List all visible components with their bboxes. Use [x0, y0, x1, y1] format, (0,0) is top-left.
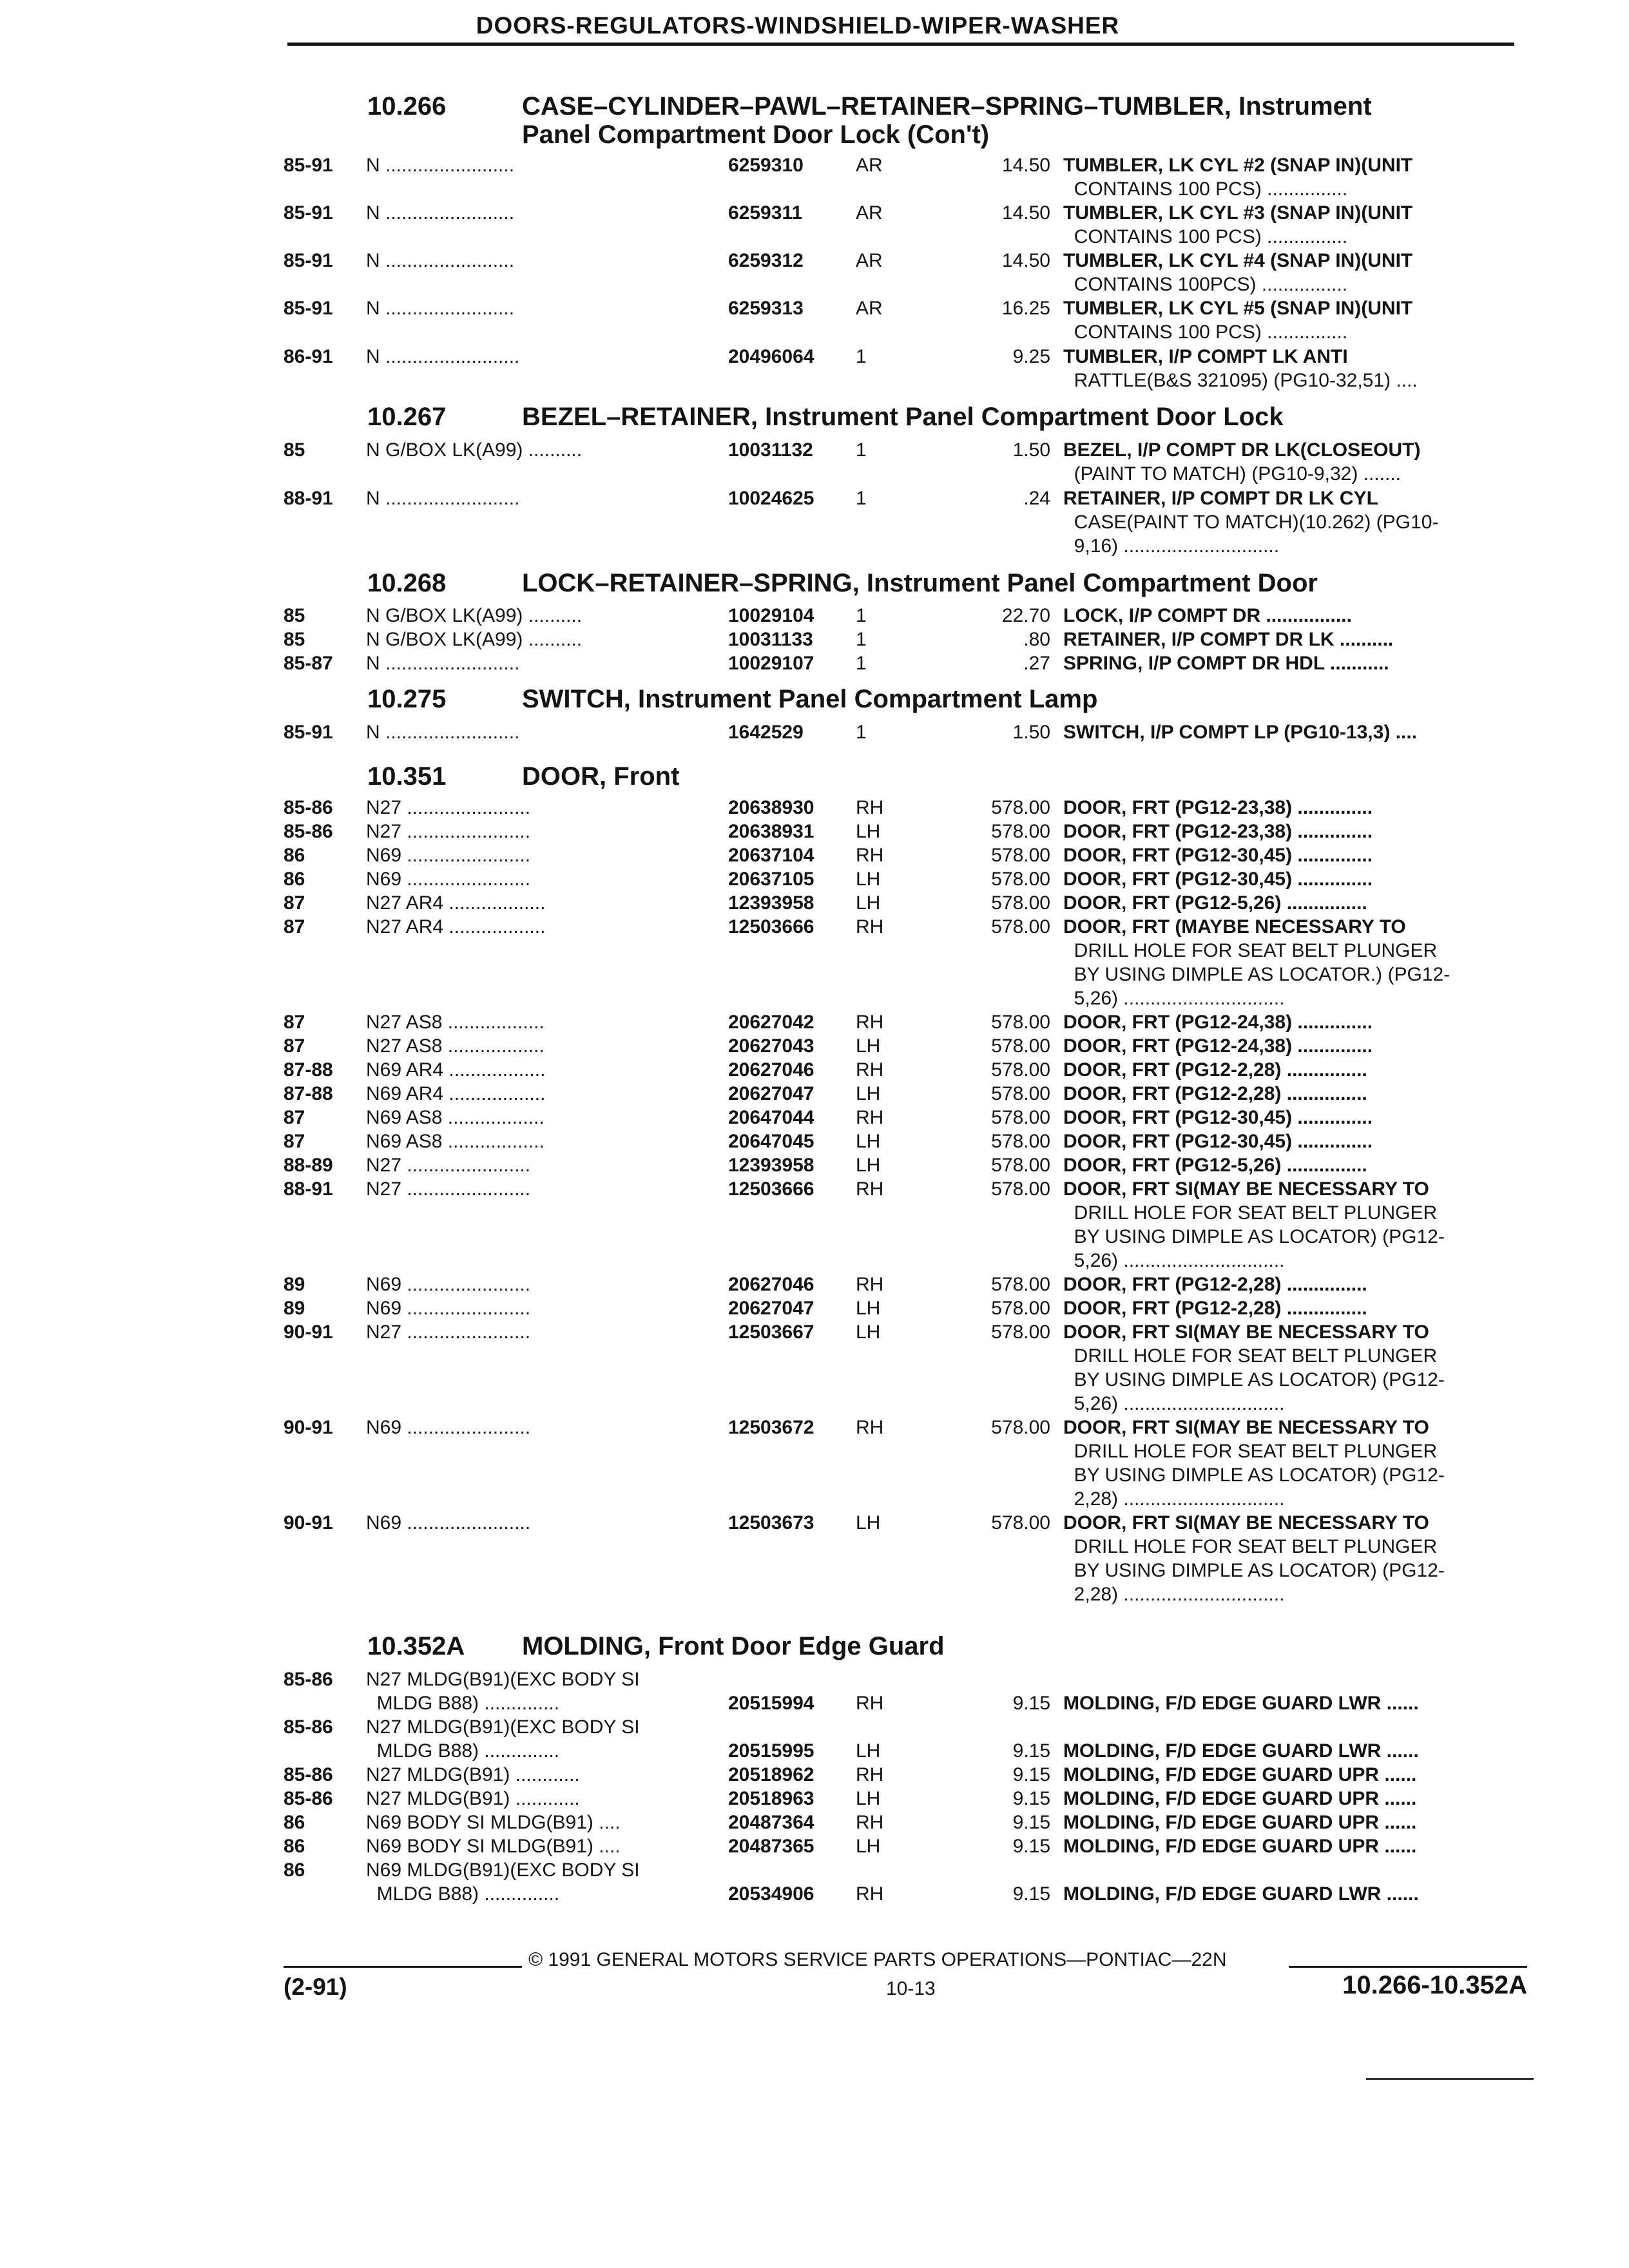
list-price: .80	[1023, 629, 1050, 650]
model-spec: N69 BODY SI MLDG(B91) ....	[366, 1836, 621, 1857]
part-description-continued: BY USING DIMPLE AS LOCATOR) (PG12-	[1063, 1369, 1445, 1390]
part-description-continued: 5,26) ..............................	[1063, 1393, 1285, 1414]
part-description: DOOR, FRT SI(MAY BE NECESSARY TO	[1063, 1178, 1429, 1200]
part-number: 20518962	[728, 1764, 815, 1785]
model-year: 86-91	[284, 346, 333, 367]
model-year: 86	[284, 869, 305, 890]
part-description: RETAINER, I/P COMPT DR LK ..........	[1063, 629, 1394, 650]
part-description-continued: DRILL HOLE FOR SEAT BELT PLUNGER	[1063, 1345, 1438, 1367]
part-description: MOLDING, F/D EDGE GUARD UPR ......	[1063, 1836, 1417, 1857]
part-description: DOOR, FRT (PG12-30,45) ..............	[1063, 845, 1373, 866]
page-footer	[284, 1943, 1527, 2020]
quantity: RH	[856, 1812, 884, 1833]
quantity: RH	[856, 1178, 884, 1200]
section-10-351	[284, 760, 1527, 793]
model-year: 85-86	[284, 797, 333, 818]
quantity: 1	[856, 346, 867, 367]
list-price: 14.50	[1001, 202, 1050, 224]
section-heading	[284, 683, 1527, 715]
section-heading	[284, 90, 1527, 152]
model-year: 89	[284, 1274, 305, 1295]
model-year: 88-91	[284, 1178, 333, 1200]
part-description-continued: CONTAINS 100 PCS) ...............	[1063, 226, 1348, 247]
part-number: 20518963	[728, 1788, 815, 1809]
part-number: 20496064	[728, 346, 815, 367]
part-number: 20637105	[728, 869, 815, 890]
model-year: 87-88	[284, 1059, 333, 1081]
part-number: 20627047	[728, 1083, 815, 1104]
quantity: RH	[856, 1059, 884, 1081]
section-number: 10.267	[367, 403, 447, 431]
model-spec: N69 MLDG(B91)(EXC BODY SI	[366, 1860, 640, 1881]
part-description: DOOR, FRT (PG12-24,38) ..............	[1063, 1012, 1373, 1033]
model-year: 86	[284, 1812, 305, 1833]
quantity: LH	[856, 1788, 881, 1809]
model-year: 85	[284, 439, 305, 461]
model-spec: N69 .......................	[366, 1512, 531, 1533]
model-year: 87	[284, 916, 305, 937]
model-spec: N69 AR4 ..................	[366, 1083, 546, 1104]
list-price: 1.50	[1012, 439, 1050, 461]
section-title: BEZEL–RETAINER, Instrument Panel Compartment Door Lock	[522, 403, 1284, 431]
scan-mark	[1366, 2078, 1534, 2080]
quantity: LH	[856, 1035, 881, 1057]
part-description-continued: CONTAINS 100PCS) ................	[1063, 274, 1348, 295]
list-price: 578.00	[991, 1274, 1050, 1295]
part-description-continued: BY USING DIMPLE AS LOCATOR) (PG12-	[1063, 1560, 1445, 1581]
model-spec: N27 .......................	[366, 797, 531, 818]
model-year: 86	[284, 845, 305, 866]
section-heading	[284, 401, 1527, 433]
model-spec-continued: MLDG B88) ..............	[366, 1740, 560, 1762]
quantity: LH	[856, 1836, 881, 1857]
list-price: 9.15	[1012, 1883, 1050, 1905]
part-description: BEZEL, I/P COMPT DR LK(CLOSEOUT)	[1063, 439, 1421, 461]
model-spec: N27 MLDG(B91) ............	[366, 1764, 580, 1785]
list-price: 578.00	[991, 1059, 1050, 1081]
model-spec: N .........................	[366, 722, 520, 743]
model-spec: N69 AR4 ..................	[366, 1059, 546, 1081]
model-spec: N27 AR4 ..................	[366, 916, 546, 937]
part-number: 20637104	[728, 845, 815, 866]
model-year: 90-91	[284, 1417, 333, 1438]
part-description: TUMBLER, LK CYL #5 (SNAP IN)(UNIT	[1063, 298, 1413, 319]
part-number: 6259312	[728, 250, 804, 271]
list-price: 578.00	[991, 1298, 1050, 1319]
quantity: LH	[856, 1298, 881, 1319]
part-description: DOOR, FRT (PG12-23,38) ..............	[1063, 821, 1373, 842]
part-description: LOCK, I/P COMPT DR ................	[1063, 605, 1352, 626]
quantity: RH	[856, 845, 884, 866]
header-rule	[287, 43, 1514, 46]
quantity: RH	[856, 916, 884, 937]
section-10-267	[284, 401, 1527, 433]
list-price: 9.25	[1012, 346, 1050, 367]
part-number: 20647044	[728, 1107, 815, 1128]
part-number: 10024625	[728, 488, 815, 509]
list-price: 14.50	[1001, 250, 1050, 271]
list-price: 578.00	[991, 1321, 1050, 1343]
part-number: 12503666	[728, 916, 815, 937]
quantity: 1	[856, 488, 867, 509]
part-number: 20515995	[728, 1740, 815, 1762]
quantity: LH	[856, 1083, 881, 1104]
part-description: DOOR, FRT (PG12-2,28) ...............	[1063, 1274, 1367, 1295]
model-year: 87	[284, 1035, 305, 1057]
list-price: .27	[1023, 653, 1050, 674]
part-number: 20627042	[728, 1012, 815, 1033]
model-spec: N ........................	[366, 250, 515, 271]
part-description: SPRING, I/P COMPT DR HDL ...........	[1063, 653, 1389, 674]
quantity: AR	[856, 250, 883, 271]
list-price: .24	[1023, 488, 1050, 509]
section-heading	[284, 760, 1527, 793]
part-description: MOLDING, F/D EDGE GUARD UPR ......	[1063, 1788, 1417, 1809]
part-number: 20515994	[728, 1693, 815, 1714]
model-year: 85-86	[284, 1764, 333, 1785]
list-price: 578.00	[991, 1131, 1050, 1152]
model-spec: N69 .......................	[366, 1274, 531, 1295]
part-description: DOOR, FRT (PG12-2,28) ...............	[1063, 1059, 1367, 1081]
list-price: 578.00	[991, 892, 1050, 914]
section-title-continued: Panel Compartment Door Lock (Con't)	[522, 120, 990, 149]
model-spec: N27 AS8 ..................	[366, 1012, 545, 1033]
model-spec: N27 .......................	[366, 1178, 531, 1200]
part-number: 12503672	[728, 1417, 815, 1438]
part-description: MOLDING, F/D EDGE GUARD LWR ......	[1063, 1883, 1419, 1905]
model-spec: N27 MLDG(B91)(EXC BODY SI	[366, 1716, 640, 1738]
part-description-continued: CONTAINS 100 PCS) ...............	[1063, 322, 1348, 343]
part-number: 12503673	[728, 1512, 815, 1533]
part-description: DOOR, FRT (PG12-5,26) ...............	[1063, 1155, 1367, 1176]
part-description: DOOR, FRT (MAYBE NECESSARY TO	[1063, 916, 1406, 937]
model-spec: N G/BOX LK(A99) ..........	[366, 605, 583, 626]
quantity: RH	[856, 797, 884, 818]
model-spec: N27 .......................	[366, 1321, 531, 1343]
part-description-continued: BY USING DIMPLE AS LOCATOR) (PG12-	[1063, 1465, 1445, 1486]
part-number: 20487364	[728, 1812, 815, 1833]
part-description-continued: DRILL HOLE FOR SEAT BELT PLUNGER	[1063, 1202, 1438, 1224]
model-year: 87	[284, 1107, 305, 1128]
part-number: 12393958	[728, 892, 815, 914]
part-number: 6259313	[728, 298, 804, 319]
section-number: 10.268	[367, 569, 447, 597]
list-price: 22.70	[1001, 605, 1050, 626]
part-number: 20534906	[728, 1883, 815, 1905]
part-number: 10031133	[728, 629, 813, 650]
model-spec: N .........................	[366, 346, 520, 367]
part-number: 1642529	[728, 722, 804, 743]
model-year: 88-89	[284, 1155, 333, 1176]
part-number: 6259310	[728, 155, 804, 176]
model-year: 85-87	[284, 653, 333, 674]
part-description-continued: CONTAINS 100 PCS) ...............	[1063, 178, 1348, 200]
section-number: 10.352A	[367, 1632, 465, 1660]
part-number: 10029104	[728, 605, 815, 626]
model-year: 85	[284, 629, 305, 650]
quantity: LH	[856, 1155, 881, 1176]
part-description-continued: 5,26) ..............................	[1063, 988, 1285, 1009]
quantity: LH	[856, 892, 881, 914]
footer-rule-left	[284, 1966, 522, 1968]
list-price: 578.00	[991, 869, 1050, 890]
model-spec: N27 .......................	[366, 821, 531, 842]
quantity: RH	[856, 1012, 884, 1033]
model-year: 87	[284, 892, 305, 914]
part-number: 12503666	[728, 1178, 815, 1200]
model-year: 87-88	[284, 1083, 333, 1104]
quantity: AR	[856, 155, 883, 176]
model-year: 85	[284, 605, 305, 626]
section-number: 10.351	[367, 762, 447, 791]
list-price: 578.00	[991, 1417, 1050, 1438]
part-description: DOOR, FRT (PG12-2,28) ...............	[1063, 1083, 1367, 1104]
part-description: DOOR, FRT (PG12-2,28) ...............	[1063, 1298, 1367, 1319]
model-year: 90-91	[284, 1512, 333, 1533]
part-description: DOOR, FRT SI(MAY BE NECESSARY TO	[1063, 1321, 1429, 1343]
part-number: 12503667	[728, 1321, 815, 1343]
quantity: LH	[856, 1512, 881, 1533]
quantity: LH	[856, 1321, 881, 1343]
section-title: SWITCH, Instrument Panel Compartment Lamp	[522, 685, 1098, 713]
part-description: TUMBLER, LK CYL #3 (SNAP IN)(UNIT	[1063, 202, 1413, 224]
part-description-continued: 2,28) ..............................	[1063, 1488, 1285, 1510]
list-price: 578.00	[991, 797, 1050, 818]
quantity: 1	[856, 605, 867, 626]
footer-revision-code: (2-91)	[284, 1974, 347, 2000]
section-title: LOCK–RETAINER–SPRING, Instrument Panel Compartment Door	[522, 569, 1318, 597]
model-spec: N69 .......................	[366, 1417, 531, 1438]
list-price: 578.00	[991, 1083, 1050, 1104]
part-number: 10029107	[728, 653, 815, 674]
list-price: 578.00	[991, 821, 1050, 842]
footer-page-number: 10-13	[886, 1978, 936, 1999]
quantity: 1	[856, 629, 867, 650]
section-heading	[284, 1630, 1527, 1662]
quantity: 1	[856, 722, 867, 743]
model-year: 85-91	[284, 155, 333, 176]
quantity: LH	[856, 1131, 881, 1152]
section-10-352A	[284, 1630, 1527, 1662]
part-number: 20627046	[728, 1274, 815, 1295]
model-spec: N27 AR4 ..................	[366, 892, 546, 914]
model-year: 85-91	[284, 250, 333, 271]
part-number: 20638931	[728, 821, 815, 842]
quantity: RH	[856, 1764, 884, 1785]
list-price: 9.15	[1012, 1764, 1050, 1785]
part-description-continued: DRILL HOLE FOR SEAT BELT PLUNGER	[1063, 1536, 1438, 1557]
model-spec: N69 AS8 ..................	[366, 1107, 545, 1128]
list-price: 9.15	[1012, 1740, 1050, 1762]
model-year: 89	[284, 1298, 305, 1319]
part-description: TUMBLER, LK CYL #4 (SNAP IN)(UNIT	[1063, 250, 1413, 271]
section-number: 10.266	[367, 92, 447, 120]
section-number: 10.275	[367, 685, 447, 713]
part-description-continued: BY USING DIMPLE AS LOCATOR.) (PG12-	[1063, 964, 1451, 985]
model-spec: N27 MLDG(B91)(EXC BODY SI	[366, 1669, 640, 1690]
part-description: DOOR, FRT SI(MAY BE NECESSARY TO	[1063, 1417, 1429, 1438]
part-description: TUMBLER, LK CYL #2 (SNAP IN)(UNIT	[1063, 155, 1413, 176]
footer-copyright: © 1991 GENERAL MOTORS SERVICE PARTS OPERATIONS—PONTIAC—22N	[528, 1949, 1227, 1970]
model-spec-continued: MLDG B88) ..............	[366, 1883, 560, 1905]
list-price: 9.15	[1012, 1788, 1050, 1809]
model-year: 88-91	[284, 488, 333, 509]
list-price: 578.00	[991, 916, 1050, 937]
part-description-continued: 5,26) ..............................	[1063, 1250, 1285, 1271]
quantity: RH	[856, 1417, 884, 1438]
model-spec: N27 MLDG(B91) ............	[366, 1788, 580, 1809]
part-description: MOLDING, F/D EDGE GUARD UPR ......	[1063, 1812, 1417, 1833]
quantity: LH	[856, 1740, 881, 1762]
list-price: 9.15	[1012, 1836, 1050, 1857]
section-10-275	[284, 683, 1527, 715]
model-year: 87	[284, 1012, 305, 1033]
list-price: 16.25	[1001, 298, 1050, 319]
list-price: 578.00	[991, 845, 1050, 866]
quantity: RH	[856, 1107, 884, 1128]
page-header	[287, 10, 1514, 46]
section-heading	[284, 567, 1527, 599]
part-description-continued: 9,16) .............................	[1063, 535, 1280, 557]
model-spec: N ........................	[366, 155, 515, 176]
model-spec: N .........................	[366, 653, 520, 674]
model-spec: N69 .......................	[366, 869, 531, 890]
model-spec: N69 .......................	[366, 845, 531, 866]
part-description: DOOR, FRT (PG12-5,26) ...............	[1063, 892, 1367, 914]
quantity: RH	[856, 1274, 884, 1295]
model-spec: N ........................	[366, 202, 515, 224]
part-number: 20647045	[728, 1131, 815, 1152]
part-description-continued: RATTLE(B&S 321095) (PG10-32,51) ....	[1063, 370, 1418, 391]
part-number: 20487365	[728, 1836, 815, 1857]
model-spec: N27 .......................	[366, 1155, 531, 1176]
part-description: MOLDING, F/D EDGE GUARD UPR ......	[1063, 1764, 1417, 1785]
model-spec: N G/BOX LK(A99) ..........	[366, 439, 583, 461]
part-description: DOOR, FRT (PG12-24,38) ..............	[1063, 1035, 1373, 1057]
footer-section-range: 10.266-10.352A	[1342, 1971, 1527, 1999]
model-year: 85-91	[284, 202, 333, 224]
list-price: 9.15	[1012, 1812, 1050, 1833]
model-year: 85-91	[284, 722, 333, 743]
model-spec: N69 BODY SI MLDG(B91) ....	[366, 1812, 621, 1833]
list-price: 578.00	[991, 1107, 1050, 1128]
part-number: 10031132	[728, 439, 813, 461]
model-year: 85-86	[284, 1788, 333, 1809]
part-number: 12393958	[728, 1155, 815, 1176]
model-year: 86	[284, 1836, 305, 1857]
part-description-continued: CASE(PAINT TO MATCH)(10.262) (PG10-	[1063, 512, 1439, 533]
part-number: 20638930	[728, 797, 815, 818]
model-spec-continued: MLDG B88) ..............	[366, 1693, 560, 1714]
part-number: 20627047	[728, 1298, 815, 1319]
model-year: 87	[284, 1131, 305, 1152]
list-price: 14.50	[1001, 155, 1050, 176]
model-spec: N69 .......................	[366, 1298, 531, 1319]
list-price: 9.15	[1012, 1693, 1050, 1714]
model-year: 90-91	[284, 1321, 333, 1343]
part-description: MOLDING, F/D EDGE GUARD LWR ......	[1063, 1693, 1419, 1714]
part-description-continued: (PAINT TO MATCH) (PG10-9,32) .......	[1063, 463, 1401, 485]
part-description: DOOR, FRT (PG12-30,45) ..............	[1063, 1131, 1373, 1152]
part-description: SWITCH, I/P COMPT LP (PG10-13,3) ....	[1063, 722, 1417, 743]
model-year: 85-86	[284, 1716, 333, 1738]
section-title: MOLDING, Front Door Edge Guard	[522, 1632, 945, 1660]
part-description-continued: DRILL HOLE FOR SEAT BELT PLUNGER	[1063, 1441, 1438, 1462]
list-price: 578.00	[991, 1512, 1050, 1533]
quantity: AR	[856, 298, 883, 319]
part-description: MOLDING, F/D EDGE GUARD LWR ......	[1063, 1740, 1419, 1762]
model-spec: N27 AS8 ..................	[366, 1035, 545, 1057]
quantity: 1	[856, 653, 867, 674]
model-spec: N .........................	[366, 488, 520, 509]
quantity: LH	[856, 869, 881, 890]
part-description-continued: DRILL HOLE FOR SEAT BELT PLUNGER	[1063, 940, 1438, 961]
list-price: 578.00	[991, 1012, 1050, 1033]
part-number: 20627046	[728, 1059, 815, 1081]
list-price: 578.00	[991, 1178, 1050, 1200]
list-price: 1.50	[1012, 722, 1050, 743]
quantity: RH	[856, 1693, 884, 1714]
part-description-continued: BY USING DIMPLE AS LOCATOR) (PG12-	[1063, 1226, 1445, 1247]
model-year: 85-91	[284, 298, 333, 319]
part-number: 20627043	[728, 1035, 815, 1057]
part-description: DOOR, FRT (PG12-30,45) ..............	[1063, 869, 1373, 890]
model-spec: N69 AS8 ..................	[366, 1131, 545, 1152]
quantity: LH	[856, 821, 881, 842]
part-description: TUMBLER, I/P COMPT LK ANTI	[1063, 346, 1348, 367]
section-10-266	[284, 90, 1527, 152]
quantity: RH	[856, 1883, 884, 1905]
model-spec: N ........................	[366, 298, 515, 319]
quantity: 1	[856, 439, 867, 461]
part-number: 6259311	[728, 202, 803, 224]
model-year: 86	[284, 1860, 305, 1881]
list-price: 578.00	[991, 1035, 1050, 1057]
part-description-continued: 2,28) ..............................	[1063, 1584, 1285, 1605]
list-price: 578.00	[991, 1155, 1050, 1176]
section-title: DOOR, Front	[522, 762, 680, 791]
part-description: DOOR, FRT (PG12-30,45) ..............	[1063, 1107, 1373, 1128]
part-description: RETAINER, I/P COMPT DR LK CYL	[1063, 488, 1378, 509]
section-title: CASE–CYLINDER–PAWL–RETAINER–SPRING–TUMBLER, Instrument	[522, 92, 1372, 120]
section-10-268	[284, 567, 1527, 599]
model-spec: N G/BOX LK(A99) ..........	[366, 629, 583, 650]
part-description: DOOR, FRT (PG12-23,38) ..............	[1063, 797, 1373, 818]
page-header-title: DOORS-REGULATORS-WINDSHIELD-WIPER-WASHER	[476, 12, 1120, 39]
part-description: DOOR, FRT SI(MAY BE NECESSARY TO	[1063, 1512, 1429, 1533]
model-year: 85-86	[284, 1669, 333, 1690]
footer-rule-right	[1289, 1966, 1527, 1968]
model-year: 85-86	[284, 821, 333, 842]
quantity: AR	[856, 202, 883, 224]
